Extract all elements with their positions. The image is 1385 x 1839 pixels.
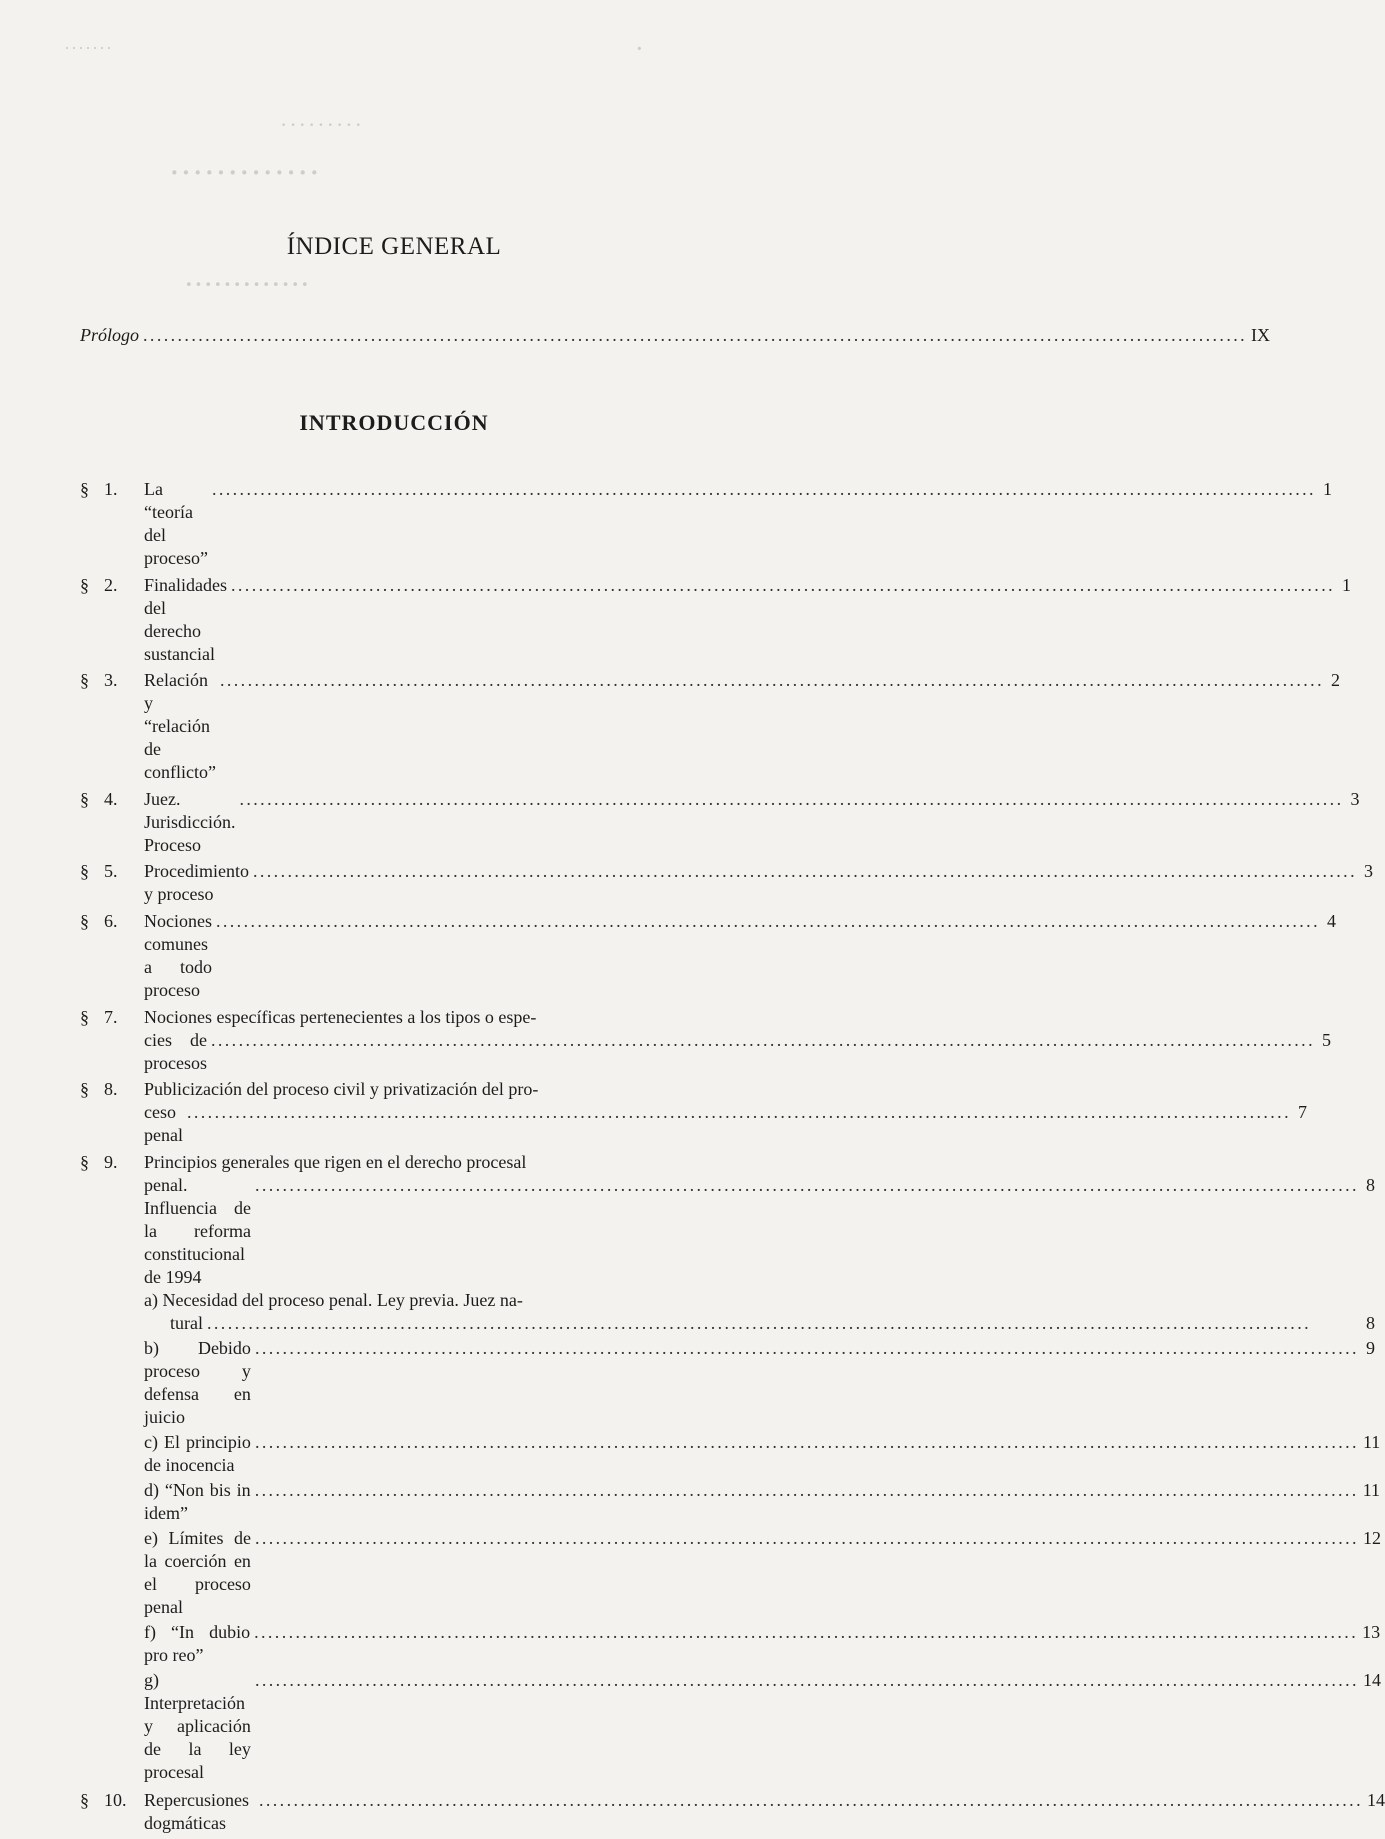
prologo-label: Prólogo: [80, 325, 140, 345]
dot-leader: [254, 1621, 1358, 1644]
entry-text: c) El principio de inocencia: [144, 1431, 251, 1475]
toc-entry[interactable]: [80, 788, 1360, 857]
show-through-text: ·······: [64, 38, 113, 58]
entry-line: [144, 1174, 1375, 1289]
page-number: 11: [1362, 1479, 1381, 1500]
entry-line: [144, 1312, 1375, 1335]
entry-line: [144, 910, 1336, 1002]
section-number: 4.: [104, 788, 118, 809]
dot-leader: [220, 669, 1324, 692]
toc-subentry[interactable]: [144, 1479, 1381, 1525]
entry-line: [144, 1029, 1331, 1075]
section-heading: INTRODUCCIÓN: [299, 410, 489, 435]
toc-subentry[interactable]: [144, 1527, 1381, 1619]
page-number: 8: [1365, 1312, 1375, 1333]
entry-line: [144, 574, 1351, 666]
dot-leader: [211, 1029, 1315, 1052]
toc-subentry[interactable]: [144, 1669, 1381, 1784]
section-number: 9.: [104, 1151, 118, 1172]
subentry-body: [144, 1337, 1375, 1429]
toc-subentry[interactable]: [144, 1621, 1381, 1667]
page-number: 2: [1330, 670, 1340, 691]
entry-line: [144, 1151, 1375, 1174]
page-number: 9: [1365, 1337, 1375, 1358]
dot-leader: [143, 325, 1247, 346]
show-through-text: ·············: [170, 158, 322, 187]
entry-line: [144, 1527, 1381, 1619]
section-sign: §: [80, 788, 89, 809]
entry-text: Nociones comunes a todo proceso: [144, 910, 212, 1000]
section-number: 6.: [104, 910, 118, 931]
page-number: 1: [1342, 574, 1351, 595]
dot-leader: [259, 1789, 1363, 1812]
toc-entry[interactable]: [80, 478, 1332, 570]
page-number: 5: [1321, 1029, 1331, 1050]
dot-leader: [253, 860, 1357, 883]
entry-line: [144, 1006, 1331, 1029]
entry-line: [144, 478, 1332, 570]
section-sign: §: [80, 479, 89, 499]
entry-text: Publicización del proceso civil y privatización del pro-: [144, 1079, 539, 1100]
entry-body: [144, 1151, 1381, 1786]
page-number: 4: [1326, 910, 1336, 931]
entry-body: [144, 788, 1359, 857]
section-number: 3.: [104, 670, 118, 691]
toc-subentry[interactable]: [144, 1431, 1381, 1477]
section-sign: §: [80, 910, 89, 931]
dot-leader: [255, 1527, 1359, 1550]
entry-body: [144, 574, 1351, 666]
entry-line: [144, 1078, 1307, 1101]
toc-subentry[interactable]: [144, 1289, 1375, 1335]
page-number: 14: [1366, 1790, 1385, 1811]
toc-entry[interactable]: [80, 1151, 1381, 1786]
toc-entry[interactable]: [80, 860, 1373, 906]
entry-body: [144, 1078, 1307, 1147]
entry-text: a) Necesidad del proceso penal. Ley previa. Juez na-: [144, 1289, 523, 1310]
entry-text: Relación y “relación de conflicto”: [144, 670, 216, 783]
subentry-body: [144, 1431, 1381, 1477]
entry-text: g) Interpretación y aplicación de la ley procesal: [144, 1669, 251, 1782]
subentry-body: [144, 1669, 1381, 1784]
dot-leader: [255, 1431, 1359, 1454]
dot-leader: [255, 1174, 1359, 1197]
entry-body: [144, 910, 1336, 1002]
entry-text: e) Límites de la coerción en el proceso penal: [144, 1527, 251, 1617]
section-number: 5.: [104, 861, 118, 882]
dot-leader: [212, 478, 1316, 501]
page-number: 3: [1363, 861, 1373, 882]
entry-body: [144, 478, 1332, 570]
table-of-contents: [80, 478, 1385, 1839]
dot-leader: [255, 1669, 1359, 1692]
toc-subentry[interactable]: [144, 1337, 1375, 1429]
dot-leader: [231, 574, 1335, 597]
toc-entry-prologo[interactable]: [80, 325, 1271, 346]
section-number: 10.: [104, 1790, 127, 1811]
entry-line: [144, 669, 1340, 784]
page-number: 11: [1362, 1431, 1381, 1452]
toc-entry[interactable]: [80, 1078, 1307, 1147]
toc-entry[interactable]: [80, 574, 1351, 666]
subentry-body: [144, 1479, 1381, 1525]
dot-leader: [239, 788, 1343, 811]
page-number: 14: [1362, 1669, 1381, 1690]
entry-line: [144, 1101, 1307, 1147]
entry-body: [144, 860, 1373, 906]
section-number: 8.: [104, 1079, 118, 1100]
entry-line: [144, 1789, 1385, 1835]
show-through-text: ·: [636, 38, 643, 60]
page-number: 8: [1365, 1174, 1375, 1195]
show-through-text: ·············: [185, 272, 311, 297]
entry-text: d) “Non bis in idem”: [144, 1479, 251, 1523]
entry-line: [144, 1431, 1381, 1477]
dot-leader: [187, 1101, 1291, 1124]
toc-entry[interactable]: [80, 669, 1340, 784]
dot-leader: [255, 1479, 1359, 1502]
entry-text: Finalidades del derecho sustancial: [144, 574, 227, 664]
toc-entry[interactable]: [80, 1789, 1385, 1835]
entry-line: [144, 1621, 1381, 1667]
subentry-body: [144, 1621, 1381, 1667]
toc-entry[interactable]: [80, 1006, 1331, 1075]
section-sign: §: [80, 1151, 89, 1172]
entry-text: cies de procesos: [144, 1029, 207, 1073]
entry-text: ceso penal: [144, 1102, 183, 1146]
section-sign: §: [80, 1079, 89, 1100]
section-sign: §: [80, 574, 89, 595]
entry-text: Nociones específicas pertenecientes a los tipos o espe-: [144, 1006, 537, 1027]
entry-text: La “teoría del proceso”: [144, 479, 208, 568]
dot-leader: [255, 1337, 1359, 1360]
entry-text: b) Debido proceso y defensa en juicio: [144, 1337, 251, 1427]
entry-text: penal. Influencia de la reforma constitucional de 1994: [144, 1174, 251, 1287]
entry-text: tural: [170, 1312, 203, 1333]
entry-body: [144, 669, 1340, 784]
page-number: 3: [1350, 788, 1360, 809]
entry-line: [144, 1669, 1381, 1784]
dot-leader: [207, 1312, 1359, 1335]
entry-line: [144, 788, 1359, 857]
section-number: 1.: [104, 479, 118, 499]
section-number: 7.: [104, 1006, 118, 1027]
entry-line: [144, 1479, 1381, 1525]
entry-text: Principios generales que rigen en el derecho procesal: [144, 1151, 527, 1172]
subentry-body: [144, 1289, 1375, 1335]
entry-text: Procedimiento y proceso: [144, 861, 249, 905]
entry-text: f) “In dubio pro reo”: [144, 1621, 251, 1665]
page-number: 1: [1322, 479, 1332, 499]
section-number: 2.: [104, 574, 118, 595]
entry-line: [144, 860, 1373, 906]
section-sign: §: [80, 1790, 89, 1811]
section-sign: §: [80, 1006, 89, 1027]
dot-leader: [216, 910, 1320, 933]
page-number: 12: [1362, 1527, 1381, 1548]
section-sign: §: [80, 861, 89, 882]
entry-text: Juez. Jurisdicción. Proceso: [144, 788, 236, 855]
page-number: IX: [1251, 325, 1271, 345]
page-title: ÍNDICE GENERAL: [286, 233, 502, 260]
section-sign: §: [80, 670, 89, 691]
entry-line: [144, 1289, 1375, 1312]
entry-body: [144, 1006, 1331, 1075]
entry-line: [144, 1337, 1375, 1429]
subentry-body: [144, 1527, 1381, 1619]
show-through-text: ·········: [280, 112, 364, 137]
toc-entry[interactable]: [80, 910, 1336, 1002]
entry-text: Repercusiones dogmáticas: [144, 1790, 249, 1834]
page-number: 13: [1362, 1621, 1381, 1642]
entry-body: [144, 1789, 1385, 1835]
page-number: 7: [1297, 1102, 1307, 1123]
